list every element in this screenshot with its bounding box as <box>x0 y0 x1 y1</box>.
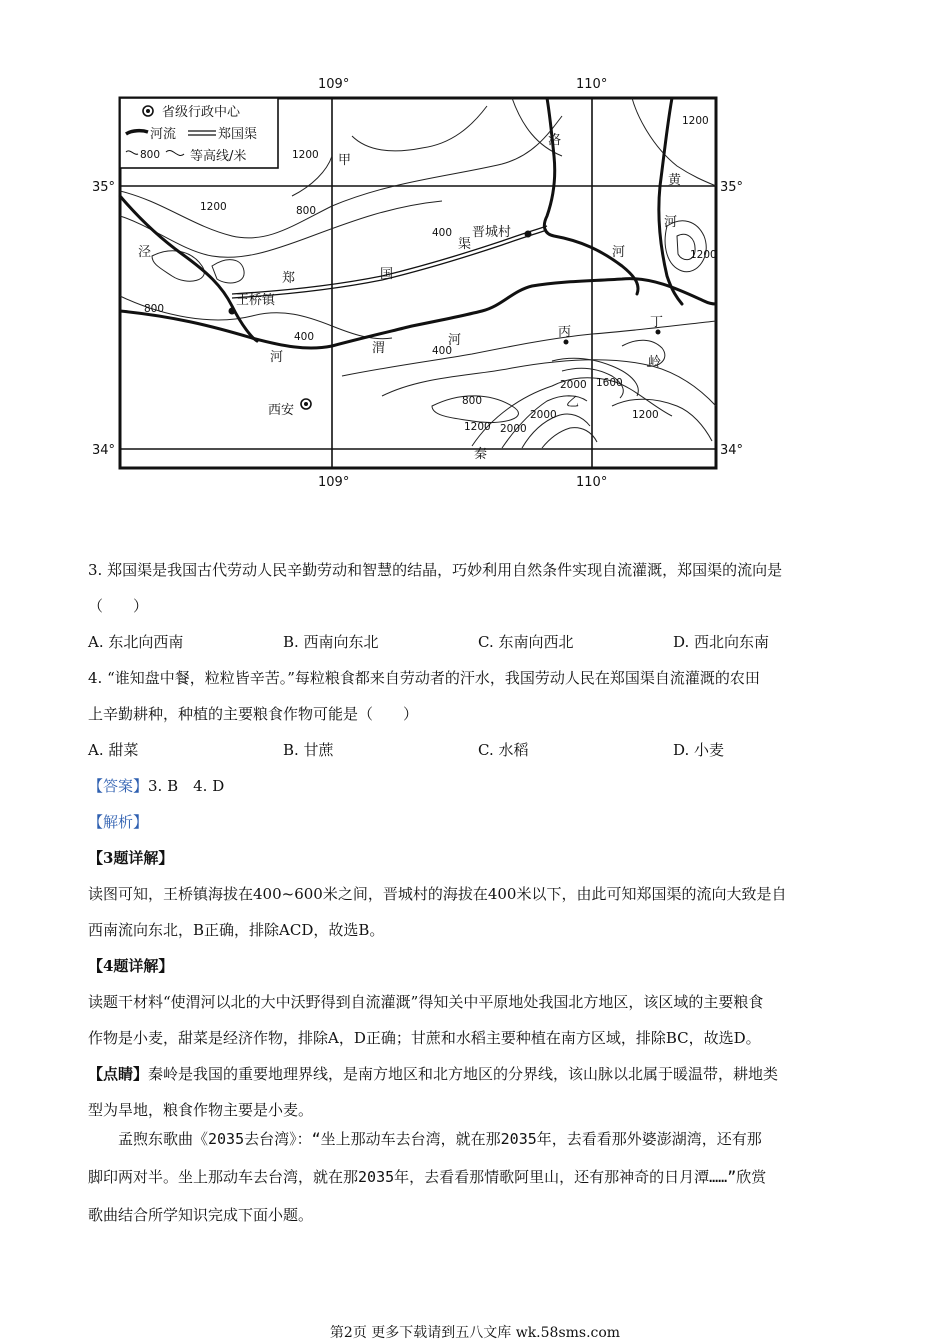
contour-800-b: 800 <box>144 303 165 315</box>
q4-detail-1: 读题干材料“使渭河以北的大中沃野得到自流灌溉”得知关中平原地处我国北方地区，该区域的主要粮食 <box>88 993 764 1011</box>
contour-800-c: 800 <box>462 395 483 407</box>
q4-option-d: D. 小麦 <box>673 741 725 759</box>
q3-detail-title: 【3题详解】 <box>88 849 174 867</box>
song-line-2: 脚印两对半。坐上那动车去台湾，就在那2035年，去看看那情歌阿里山，还有那神奇的日月潭……”欣赏 <box>88 1168 767 1186</box>
label-jing: 泾 <box>138 245 152 260</box>
legend-capital: 省级行政中心 <box>162 105 241 120</box>
contour-1200-d: 1200 <box>690 249 717 261</box>
answer-text: 3. B 4. D <box>148 777 225 795</box>
label-he-jing: 河 <box>270 350 284 365</box>
contour-2000-a: 2000 <box>560 379 587 391</box>
q3-detail-1: 读图可知，王桥镇海拔在400~600米之间，晋城村的海拔在400米以下，由此可知郑国渠的流向大致是自 <box>88 885 787 903</box>
q3-detail-2: 西南流向东北，B正确，排除ACD，故选B。 <box>88 921 385 939</box>
map-svg <box>92 76 752 490</box>
contour-1200-c: 1200 <box>682 115 709 127</box>
q4-option-b: B. 甘蔗 <box>283 741 334 759</box>
lat-label-right-top: 35° <box>720 180 744 195</box>
tip-line-2: 型为旱地，粮食作物主要是小麦。 <box>88 1101 314 1119</box>
label-zheng: 郑 <box>282 271 296 286</box>
contour-800-a: 800 <box>296 205 317 217</box>
label-jia: 甲 <box>338 153 352 168</box>
label-he-luo: 河 <box>612 245 626 260</box>
q3-option-d: D. 西北向东南 <box>673 633 770 651</box>
tip-text-1: 秦岭是我国的重要地理界线，是南方地区和北方地区的分界线，该山脉以北属于暖温带，耕地类 <box>148 1065 779 1083</box>
contour-1200-e: 1200 <box>632 409 659 421</box>
song-line-3: 歌曲结合所学知识完成下面小题。 <box>88 1206 314 1224</box>
legend-contour-value: 800 <box>140 149 161 161</box>
question-content <box>88 552 868 1128</box>
q4-detail-2: 作物是小麦，甜菜是经济作物，排除A，D正确；甘蔗和水稻主要种植在南方区域，排除BC，故选D。 <box>88 1029 761 1047</box>
legend-canal: 郑国渠 <box>218 127 258 142</box>
legend-river: 河流 <box>150 127 177 142</box>
label-qu: 渠 <box>458 237 472 252</box>
q3-paren: （ ） <box>88 597 149 615</box>
contour-400-c: 400 <box>432 345 453 357</box>
lat-label-left-top: 35° <box>92 180 116 195</box>
contour-2000-b: 2000 <box>530 409 557 421</box>
lon-label-bottom-right: 110° <box>576 475 608 490</box>
label-qin: 秦 <box>474 447 488 462</box>
label-wangqiao: 王桥镇 <box>236 293 276 308</box>
page-footer: 第2页 更多下载请到五八文库 wk.58sms.com <box>329 1325 621 1341</box>
ding-marker <box>656 330 661 335</box>
label-xian: 西安 <box>268 403 295 418</box>
contour-1200-a: 1200 <box>292 149 319 161</box>
legend-contour: 等高线/米 <box>190 149 247 164</box>
contour-1600: 1600 <box>596 377 623 389</box>
jinchengcun-marker <box>525 231 532 238</box>
contour-400-a: 400 <box>432 227 453 239</box>
answer-label: 【答案】 <box>88 777 149 795</box>
label-guo: 国 <box>380 267 394 282</box>
q4-option-c: C. 水稻 <box>478 741 529 759</box>
contour-400-b: 400 <box>294 331 315 343</box>
wei-river <box>120 279 716 348</box>
label-huang: 黄 <box>668 173 682 188</box>
q3-option-b: B. 西南向东北 <box>283 633 379 651</box>
label-yi: 乙 <box>566 395 580 410</box>
lon-label-top-right: 110° <box>576 77 608 92</box>
q4-option-a: A. 甜菜 <box>88 741 139 759</box>
topographic-map <box>92 76 752 490</box>
q3-option-a: A. 东北向西南 <box>88 633 184 651</box>
q4-detail-title: 【4题详解】 <box>88 957 174 975</box>
song-passage <box>88 1120 868 1234</box>
bing-marker <box>564 340 569 345</box>
label-ding: 丁 <box>650 315 664 330</box>
wangqiao-marker <box>229 308 236 315</box>
lat-label-left-bottom: 34° <box>92 443 116 458</box>
lat-label-right-bottom: 34° <box>720 443 744 458</box>
song-line-1: 孟煦东歌曲《2035去台湾》：“坐上那动车去台湾，就在那2035年，去看看那外婆澎湖湾，还有那 <box>118 1130 762 1148</box>
analysis-label: 【解析】 <box>88 813 149 831</box>
label-bing: 丙 <box>558 325 572 340</box>
tip-label: 【点睛】 <box>88 1065 149 1083</box>
q3-options <box>88 624 868 660</box>
label-he-wei: 河 <box>448 333 462 348</box>
q3-stem: 3. 郑国渠是我国古代劳动人民辛勤劳动和智慧的结晶，巧妙利用自然条件实现自流灌溉，郑国渠的流向是 <box>88 561 783 579</box>
q4-stem-1: 4. “谁知盘中餐，粒粒皆辛苦。”每粒粮食都来自劳动者的汗水，我国劳动人民在郑国渠自流灌溉的农田 <box>88 669 760 687</box>
tip-line-1 <box>88 1056 868 1092</box>
label-ling: 岭 <box>648 355 662 370</box>
label-luo: 洛 <box>548 133 562 148</box>
answer-line <box>88 768 868 804</box>
label-jinchengcun: 晋城村 <box>472 225 512 240</box>
lon-label-bottom-left: 109° <box>318 475 350 490</box>
label-he-huang: 河 <box>664 215 678 230</box>
contour-2000-c: 2000 <box>500 423 527 435</box>
yellow-river <box>659 98 682 304</box>
q3-option-c: C. 东南向西北 <box>478 633 574 651</box>
label-wei: 渭 <box>372 341 386 356</box>
q4-stem-2: 上辛勤耕种，种植的主要粮食作物可能是（ ） <box>88 705 419 723</box>
contour-1200-f: 1200 <box>464 421 491 433</box>
contour-1200-b: 1200 <box>200 201 227 213</box>
lon-label-top-left: 109° <box>318 77 350 92</box>
q4-options <box>88 732 868 768</box>
